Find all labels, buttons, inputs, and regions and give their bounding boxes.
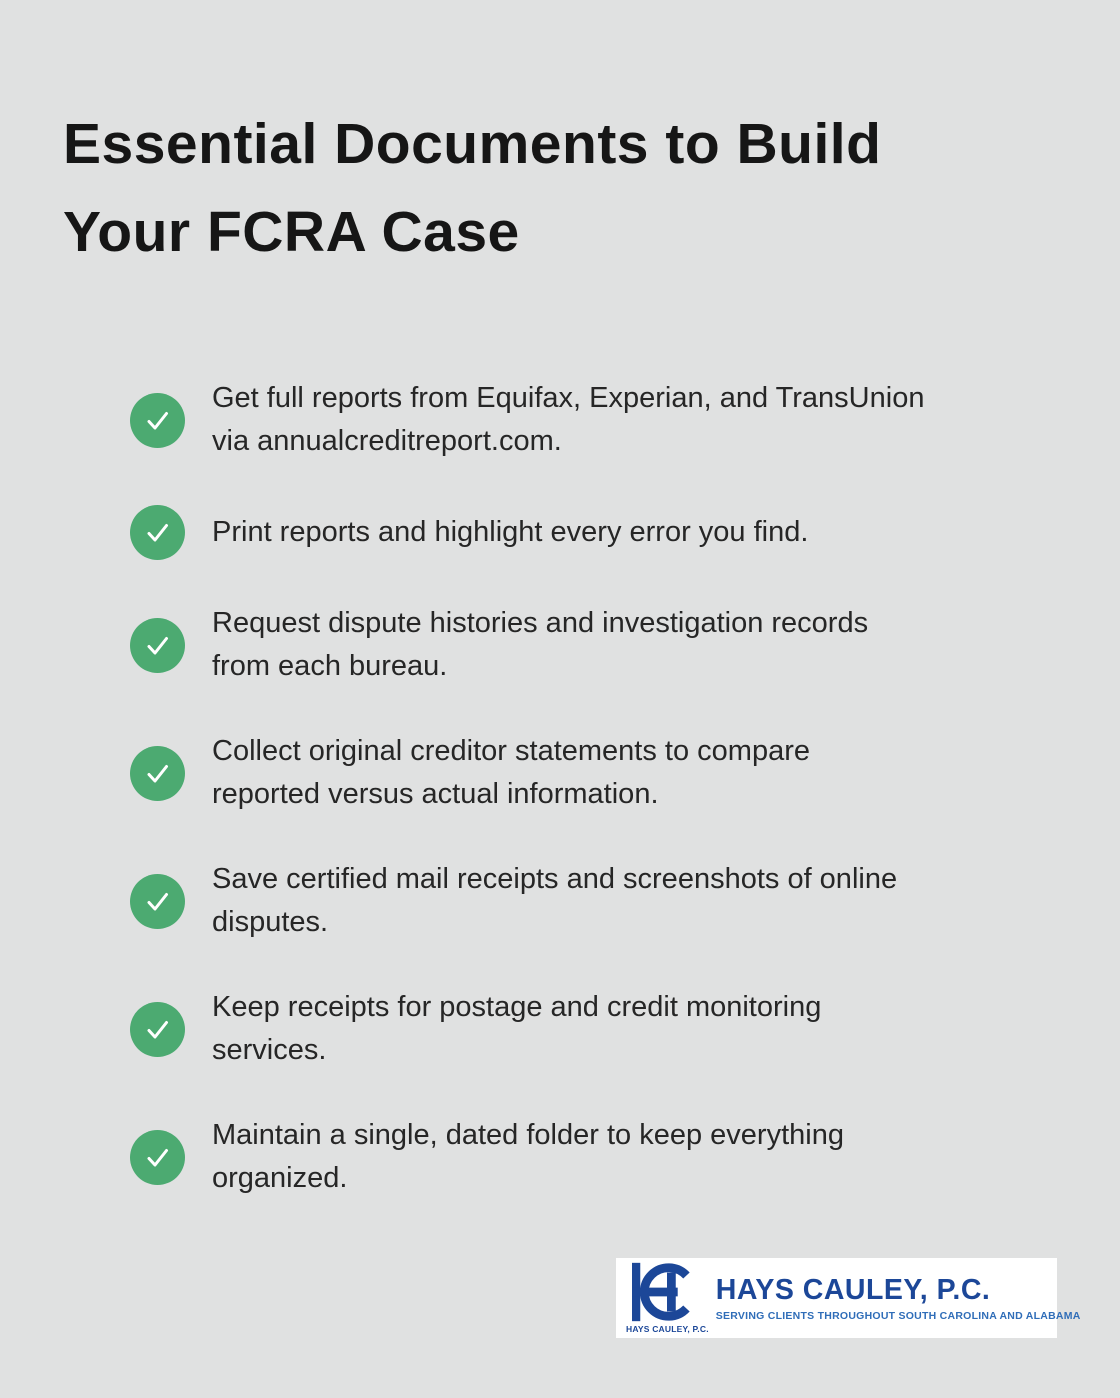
page-title <box>63 100 1043 276</box>
checklist-item-text <box>212 1114 844 1200</box>
checklist <box>130 377 1030 1200</box>
checklist-item-line: from each bureau. <box>212 650 448 682</box>
checklist-item-line: services. <box>212 1034 327 1066</box>
page-title-line2: Your FCRA Case <box>63 200 520 264</box>
checklist-item <box>130 986 1030 1072</box>
checklist-item-line: reported versus actual information. <box>212 778 659 810</box>
check-circle-icon <box>130 618 185 673</box>
checklist-item <box>130 505 1030 560</box>
checklist-item-line: Collect original creditor statements to compare <box>212 735 810 767</box>
hays-cauley-logo <box>616 1258 1081 1338</box>
checklist-item-text <box>212 511 808 554</box>
checklist-item-text <box>212 858 897 944</box>
logo-monogram-caption: HAYS CAULEY, P.C. <box>626 1324 709 1334</box>
checklist-item <box>130 377 1030 463</box>
logo-text-block <box>716 1274 1081 1322</box>
checklist-item-line: disputes. <box>212 906 329 938</box>
checklist-item <box>130 858 1030 944</box>
logo-tagline: SERVING CLIENTS THROUGHOUT SOUTH CAROLINA AND ALABAMA <box>715 1310 1081 1322</box>
checklist-item-line: Print reports and highlight every error you find. <box>212 516 809 548</box>
checklist-item-text <box>212 602 868 688</box>
check-circle-icon <box>130 1002 185 1057</box>
checklist-item-line: via annualcreditreport.com. <box>212 425 562 457</box>
page-title-line1: Essential Documents to Build <box>63 112 882 176</box>
check-circle-icon <box>130 1130 185 1185</box>
checklist-item <box>130 730 1030 816</box>
checklist-item-line: organized. <box>212 1162 348 1194</box>
checklist-item-text <box>212 986 821 1072</box>
checklist-item-line: Keep receipts for postage and credit monitoring <box>212 991 822 1023</box>
checklist-item-line: Get full reports from Equifax, Experian, and TransUnion <box>212 382 925 414</box>
hc-monogram-icon <box>632 1262 702 1322</box>
checklist-item-text <box>212 730 810 816</box>
checklist-item <box>130 602 1030 688</box>
checklist-item-line: Maintain a single, dated folder to keep everything <box>212 1119 844 1151</box>
check-circle-icon <box>130 746 185 801</box>
check-circle-icon <box>130 393 185 448</box>
checklist-item-line: Request dispute histories and investigation records <box>212 607 869 639</box>
check-circle-icon <box>130 505 185 560</box>
hc-monogram <box>626 1262 709 1334</box>
checklist-item <box>130 1114 1030 1200</box>
checklist-item-text <box>212 377 924 463</box>
check-circle-icon <box>130 874 185 929</box>
logo-firm-name: HAYS CAULEY, P.C. <box>715 1274 991 1306</box>
checklist-item-line: Save certified mail receipts and screenshots of online <box>212 863 898 895</box>
